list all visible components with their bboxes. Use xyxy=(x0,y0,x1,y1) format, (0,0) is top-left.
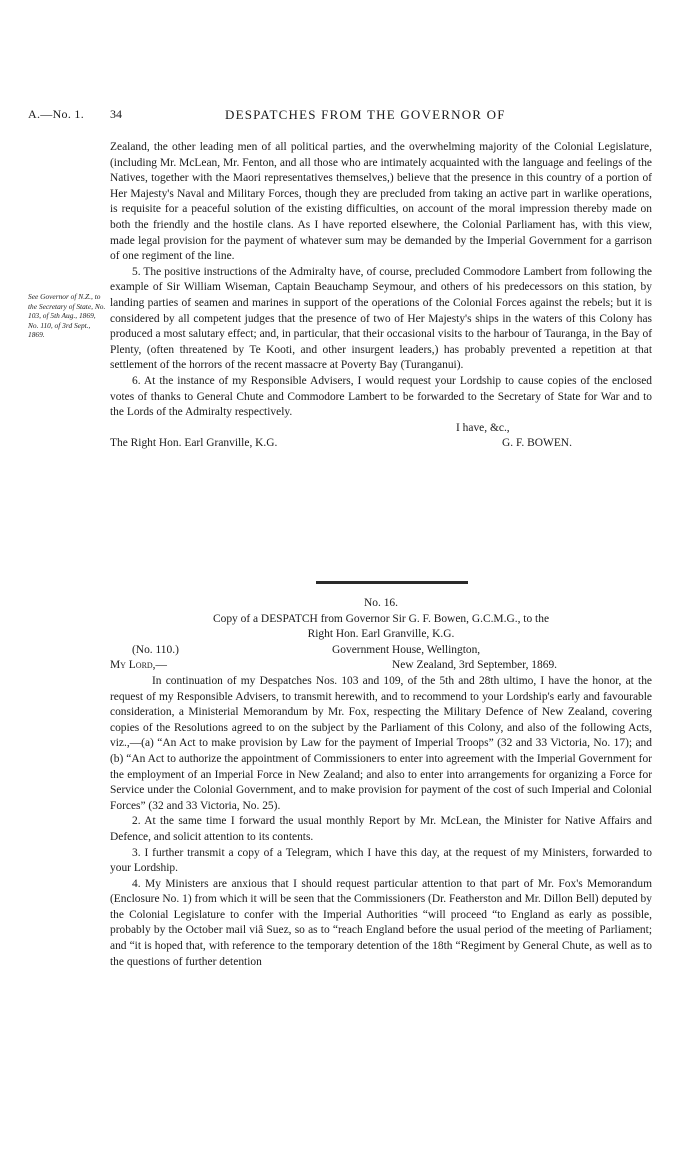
reference-row xyxy=(110,643,652,659)
continued-despatch xyxy=(110,140,652,452)
despatch-no-16 xyxy=(110,596,652,970)
despatch-place: Government House, Wellington, xyxy=(332,643,481,656)
despatch-heading-line2: Right Hon. Earl Granville, K.G. xyxy=(307,628,455,641)
despatch-number: No. 16. xyxy=(364,597,398,609)
despatch-ref-no: (No. 110.) xyxy=(132,643,179,656)
despatch-heading-line1: Copy of a DESPATCH from Governor Sir G. F. Bowen, G.C.M.G., to the xyxy=(212,612,550,625)
salutation: My Lord,— xyxy=(110,659,167,672)
signature: G. F. BOWEN. xyxy=(502,437,572,450)
closing-row xyxy=(110,421,652,437)
closing-formula: I have, &c., xyxy=(456,421,510,434)
despatch-paragraph-4: 4. My Ministers are anxious that I should request particular attention to that part of Mr. Fox's Memorandum (Enclosure No. 1) from which it will be seen that the Commissioners (Dr. Featherston and Mr. Dillon Bell) deputed by the Colonial Legislature to confer with the Imperial Authorities “will proceed “to England as early as possible, probably by the October mail viâ Suez, so as to “reach England before the usual period of the meeting of Parliament; and “it is hoped that, with reference to the temporary detention of the 18th “Regiment by General Chute, as well as to the questions of further detention xyxy=(110,877,652,968)
margin-note: See Governor of N.Z., to the Secretary of State, No. 103, of 5th Aug., 1869, No. 110, of 3rd Sept., 1869. xyxy=(28,292,106,340)
section-divider xyxy=(316,581,468,584)
despatch-paragraph-3: 3. I further transmit a copy of a Telegram, which I have this day, at the request of my Ministers, forwarded to your Lordship. xyxy=(110,846,652,875)
page-header xyxy=(0,107,700,125)
paragraph-5: 5. The positive instructions of the Admiralty have, of course, precluded Commodore Lambert from following the example of Sir William Wiseman, Captain Beauchamp Seymour, and others of his predecessors on this station, by landing parties of seamen and marines in support of the operations of the Colonial Forces against the rebels; but it is considered by all competent judges that the presence of two of Her Majesty's ships in the waters of this Colony has produced a most salutary effect; and, in particular, that their occasional visits to the harbour of Tauranga, in the Bay of Plenty, (often threatened by Te Kooti, and other insurgent leaders,) has probably prevented a repetition at that settlement of the horrors of the recent massacre at Poverty Bay (Turanganui). xyxy=(110,265,652,372)
salutation-row xyxy=(110,658,652,674)
paragraph-continuation: Zealand, the other leading men of all political parties, and the overwhelming majority of the Colonial Legislature, (including Mr. McLean, Mr. Fenton, and all those who are intimately acquainted with the language and feelings of the Natives, together with the Maori representatives themselves,) believe that the presence in this country of a portion of Her Majesty's Naval and Military Forces, though they are precluded from taking an active part in warlike operations, is requisite for a peaceful solution of the existing difficulties, on account of the moral impression thereby made on both the friendly and the hostile clans. As I have reported elsewhere, the Colonial Parliament has, with this view, made legal provision for the payment of whatever sum may be demanded by the Imperial Government for a garrison of one regiment of the line. xyxy=(110,141,652,263)
running-title: DESPATCHES FROM THE GOVERNOR OF xyxy=(225,107,506,122)
despatch-paragraph-1: In continuation of my Despatches Nos. 103 and 109, of the 5th and 28th ultimo, I have the honor, at the request of my Responsible Advisers, to transmit herewith, and to recommend to your Lordship's early and favourable consideration, a Ministerial Memorandum by Mr. Fox, respecting the Military Defence of New Zealand, covering copies of the Resolutions agreed to on the subject by the Parliament of this Colony, and also of the following Acts, viz.,—(a) “An Act to make provision by Law for the payment of Imperial Troops” (32 and 33 Victoria, No. 17); and (b) “An Act to authorize the appointment of Commissioners to enter into agreement with the Imperial Government for the employment of an Imperial Force in New Zealand; and also to enter into arrangements for organizing a Force for Service under the Colonial Government, and to make provision for payment of the cost of such Imperial and Colonial Forces” (32 and 33 Victoria, No. 25). xyxy=(110,674,652,812)
despatch-date: New Zealand, 3rd September, 1869. xyxy=(392,659,558,672)
addressee-row xyxy=(110,436,652,452)
paragraph-6: 6. At the instance of my Responsible Advisers, I would request your Lordship to cause copies of the enclosed votes of thanks to General Chute and Commodore Lambert to be forwarded to the Secretary of State for War and to the Lords of the Admiralty respectively. xyxy=(110,374,652,419)
page-number: 34 xyxy=(110,107,122,121)
addressee: The Right Hon. Earl Granville, K.G. xyxy=(110,437,278,450)
document-reference: A.—No. 1. xyxy=(28,107,85,121)
despatch-paragraph-2: 2. At the same time I forward the usual monthly Report by Mr. McLean, the Minister for Native Affairs and Defence, and solicit attention to its contents. xyxy=(110,815,652,843)
